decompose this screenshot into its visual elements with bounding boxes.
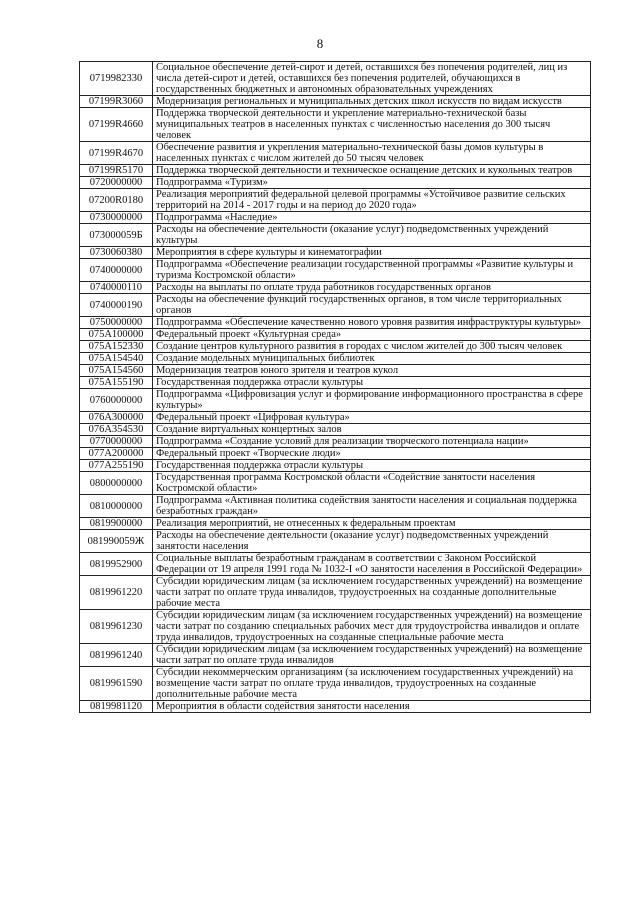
row-code: 0740000000 bbox=[80, 259, 153, 282]
row-description: Подпрограмма «Наследие» bbox=[153, 212, 591, 224]
row-description: Государственная поддержка отрасли культуры bbox=[153, 460, 591, 472]
row-code: 075A100000 bbox=[80, 329, 153, 341]
row-description: Субсидии юридическим лицам (за исключением государственных учреждений) на возмещение части затрат по созданию специальных рабочих мест для трудоустройства инвалидов и оплате труда инвалидов, трудоустроенных на созданные специальные рабочие места bbox=[153, 610, 591, 644]
table-row bbox=[80, 436, 591, 448]
page-number: 8 bbox=[316, 36, 324, 51]
table-row bbox=[80, 553, 591, 576]
row-code: 0719982330 bbox=[80, 62, 153, 96]
table-row bbox=[80, 294, 591, 317]
row-code: 0760000000 bbox=[80, 389, 153, 412]
row-code: 0819961230 bbox=[80, 610, 153, 644]
table-row bbox=[80, 460, 591, 472]
row-code: 077A200000 bbox=[80, 448, 153, 460]
table-row bbox=[80, 329, 591, 341]
row-code: 0819961590 bbox=[80, 667, 153, 701]
row-description: Поддержка творческой деятельности и укрепление материально-технической базы муниципальных театров в населенных пунктах с численностью населения до 300 тысяч человек bbox=[153, 108, 591, 142]
row-code: 076A354530 bbox=[80, 424, 153, 436]
row-description: Подпрограмма «Активная политика содействия занятости населения и социальная поддержка безработных граждан» bbox=[153, 495, 591, 518]
row-description: Социальные выплаты безработным гражданам в соответствии с Законом Российской Федерации от 19 апреля 1991 года № 1032-I «О занятости населения в Российской Федерации» bbox=[153, 553, 591, 576]
row-description: Подпрограмма «Создание условий для реализации творческого потенциала нации» bbox=[153, 436, 591, 448]
table-row bbox=[80, 62, 591, 96]
row-code: 0770000000 bbox=[80, 436, 153, 448]
row-code: 0720000000 bbox=[80, 177, 153, 189]
table-row bbox=[80, 282, 591, 294]
table-row bbox=[80, 495, 591, 518]
row-code: 0730060380 bbox=[80, 247, 153, 259]
row-description: Субсидии некоммерческим организациям (за исключением государственных учреждений) на возмещение части затрат по оплате труда инвалидов, трудоустроенных на созданные дополнительные рабочие места bbox=[153, 667, 591, 701]
table-row bbox=[80, 576, 591, 610]
row-description: Мероприятия в области содействия занятости населения bbox=[153, 701, 591, 713]
table-row bbox=[80, 353, 591, 365]
row-description: Подпрограмма «Обеспечение реализации государственной программы «Развитие культуры и туризма Костромской области» bbox=[153, 259, 591, 282]
row-description: Поддержка творческой деятельности и техническое оснащение детских и кукольных театров bbox=[153, 165, 591, 177]
row-description: Расходы на обеспечение деятельности (оказание услуг) подведомственных учреждений культуры bbox=[153, 224, 591, 247]
row-description: Федеральный проект «Культурная среда» bbox=[153, 329, 591, 341]
row-description: Социальное обеспечение детей-сирот и детей, оставшихся без попечения родителей, лиц из числа детей-сирот и детей, оставшихся без попечения родителей, обучающихся в государственных бюджетных и автономных образовательных учреждениях bbox=[153, 62, 591, 96]
table-row bbox=[80, 142, 591, 165]
row-code: 073000059Б bbox=[80, 224, 153, 247]
row-description: Подпрограмма «Цифровизация услуг и формирование информационного пространства в сфере культуры» bbox=[153, 389, 591, 412]
table-row bbox=[80, 518, 591, 530]
row-description: Создание центров культурного развития в городах с числом жителей до 300 тысяч человек bbox=[153, 341, 591, 353]
row-description: Федеральный проект «Творческие люди» bbox=[153, 448, 591, 460]
row-code: 076A300000 bbox=[80, 412, 153, 424]
table-row bbox=[80, 259, 591, 282]
table-body bbox=[80, 62, 591, 713]
row-description: Федеральный проект «Цифровая культура» bbox=[153, 412, 591, 424]
table-row bbox=[80, 317, 591, 329]
table-row bbox=[80, 365, 591, 377]
row-code: 077A255190 bbox=[80, 460, 153, 472]
row-code: 0819981120 bbox=[80, 701, 153, 713]
table-row bbox=[80, 472, 591, 495]
row-code: 07199R4660 bbox=[80, 108, 153, 142]
row-code: 0810000000 bbox=[80, 495, 153, 518]
row-code: 07200R0180 bbox=[80, 189, 153, 212]
row-description: Реализация мероприятий федеральной целевой программы «Устойчивое развитие сельских территорий на 2014 - 2017 годы и на период до 2020 года» bbox=[153, 189, 591, 212]
row-code: 0740000110 bbox=[80, 282, 153, 294]
table-row bbox=[80, 424, 591, 436]
table-row bbox=[80, 412, 591, 424]
row-code: 07199R4670 bbox=[80, 142, 153, 165]
row-code: 075A154540 bbox=[80, 353, 153, 365]
row-code: 0730000000 bbox=[80, 212, 153, 224]
row-description: Модернизация региональных и муниципальных детских школ искусств по видам искусств bbox=[153, 96, 591, 108]
table-row bbox=[80, 165, 591, 177]
table-row bbox=[80, 224, 591, 247]
row-description: Модернизация театров юного зрителя и театров кукол bbox=[153, 365, 591, 377]
table-row bbox=[80, 644, 591, 667]
row-description: Расходы на обеспечение функций государственных органов, в том числе территориальных органов bbox=[153, 294, 591, 317]
row-code: 07199R5170 bbox=[80, 165, 153, 177]
row-description: Реализация мероприятий, не отнесенных к федеральным проектам bbox=[153, 518, 591, 530]
table-row bbox=[80, 189, 591, 212]
row-code: 075A154560 bbox=[80, 365, 153, 377]
row-code: 0819961240 bbox=[80, 644, 153, 667]
table-row bbox=[80, 108, 591, 142]
row-description: Расходы на обеспечение деятельности (оказание услуг) подведомственных учреждений занятости населения bbox=[153, 530, 591, 553]
row-code: 0819961220 bbox=[80, 576, 153, 610]
row-code: 075A155190 bbox=[80, 377, 153, 389]
table-row bbox=[80, 530, 591, 553]
table-row bbox=[80, 667, 591, 701]
row-description: Мероприятия в сфере культуры и кинематографии bbox=[153, 247, 591, 259]
budget-codes-table bbox=[79, 61, 591, 713]
row-code: 0740000190 bbox=[80, 294, 153, 317]
table-row bbox=[80, 341, 591, 353]
row-code: 0819952900 bbox=[80, 553, 153, 576]
row-description: Расходы на выплаты по оплате труда работников государственных органов bbox=[153, 282, 591, 294]
table-row bbox=[80, 389, 591, 412]
row-code: 0819900000 bbox=[80, 518, 153, 530]
table-row bbox=[80, 701, 591, 713]
row-description: Подпрограмма «Туризм» bbox=[153, 177, 591, 189]
table-row bbox=[80, 177, 591, 189]
row-code: 075A152330 bbox=[80, 341, 153, 353]
table-row bbox=[80, 448, 591, 460]
table-row bbox=[80, 377, 591, 389]
row-description: Государственная программа Костромской области «Содействие занятости населения Костромской области» bbox=[153, 472, 591, 495]
row-code: 07199R3060 bbox=[80, 96, 153, 108]
row-code: 081990059Ж bbox=[80, 530, 153, 553]
row-description: Создание модельных муниципальных библиотек bbox=[153, 353, 591, 365]
row-description: Субсидии юридическим лицам (за исключением государственных учреждений) на возмещение части затрат по оплате труда инвалидов, трудоустроенных на созданные дополнительные рабочие места bbox=[153, 576, 591, 610]
row-description: Субсидии юридическим лицам (за исключением государственных учреждений) на возмещение части затрат по оплате труда инвалидов bbox=[153, 644, 591, 667]
row-code: 0750000000 bbox=[80, 317, 153, 329]
table-row bbox=[80, 247, 591, 259]
row-description: Создание виртуальных концертных залов bbox=[153, 424, 591, 436]
row-code: 0800000000 bbox=[80, 472, 153, 495]
row-description: Подпрограмма «Обеспечение качественно нового уровня развития инфраструктуры культуры» bbox=[153, 317, 591, 329]
table-row bbox=[80, 212, 591, 224]
row-description: Государственная поддержка отрасли культуры bbox=[153, 377, 591, 389]
table-row bbox=[80, 610, 591, 644]
row-description: Обеспечение развития и укрепления материально-технической базы домов культуры в населенных пунктах с числом жителей до 50 тысяч человек bbox=[153, 142, 591, 165]
table-row bbox=[80, 96, 591, 108]
